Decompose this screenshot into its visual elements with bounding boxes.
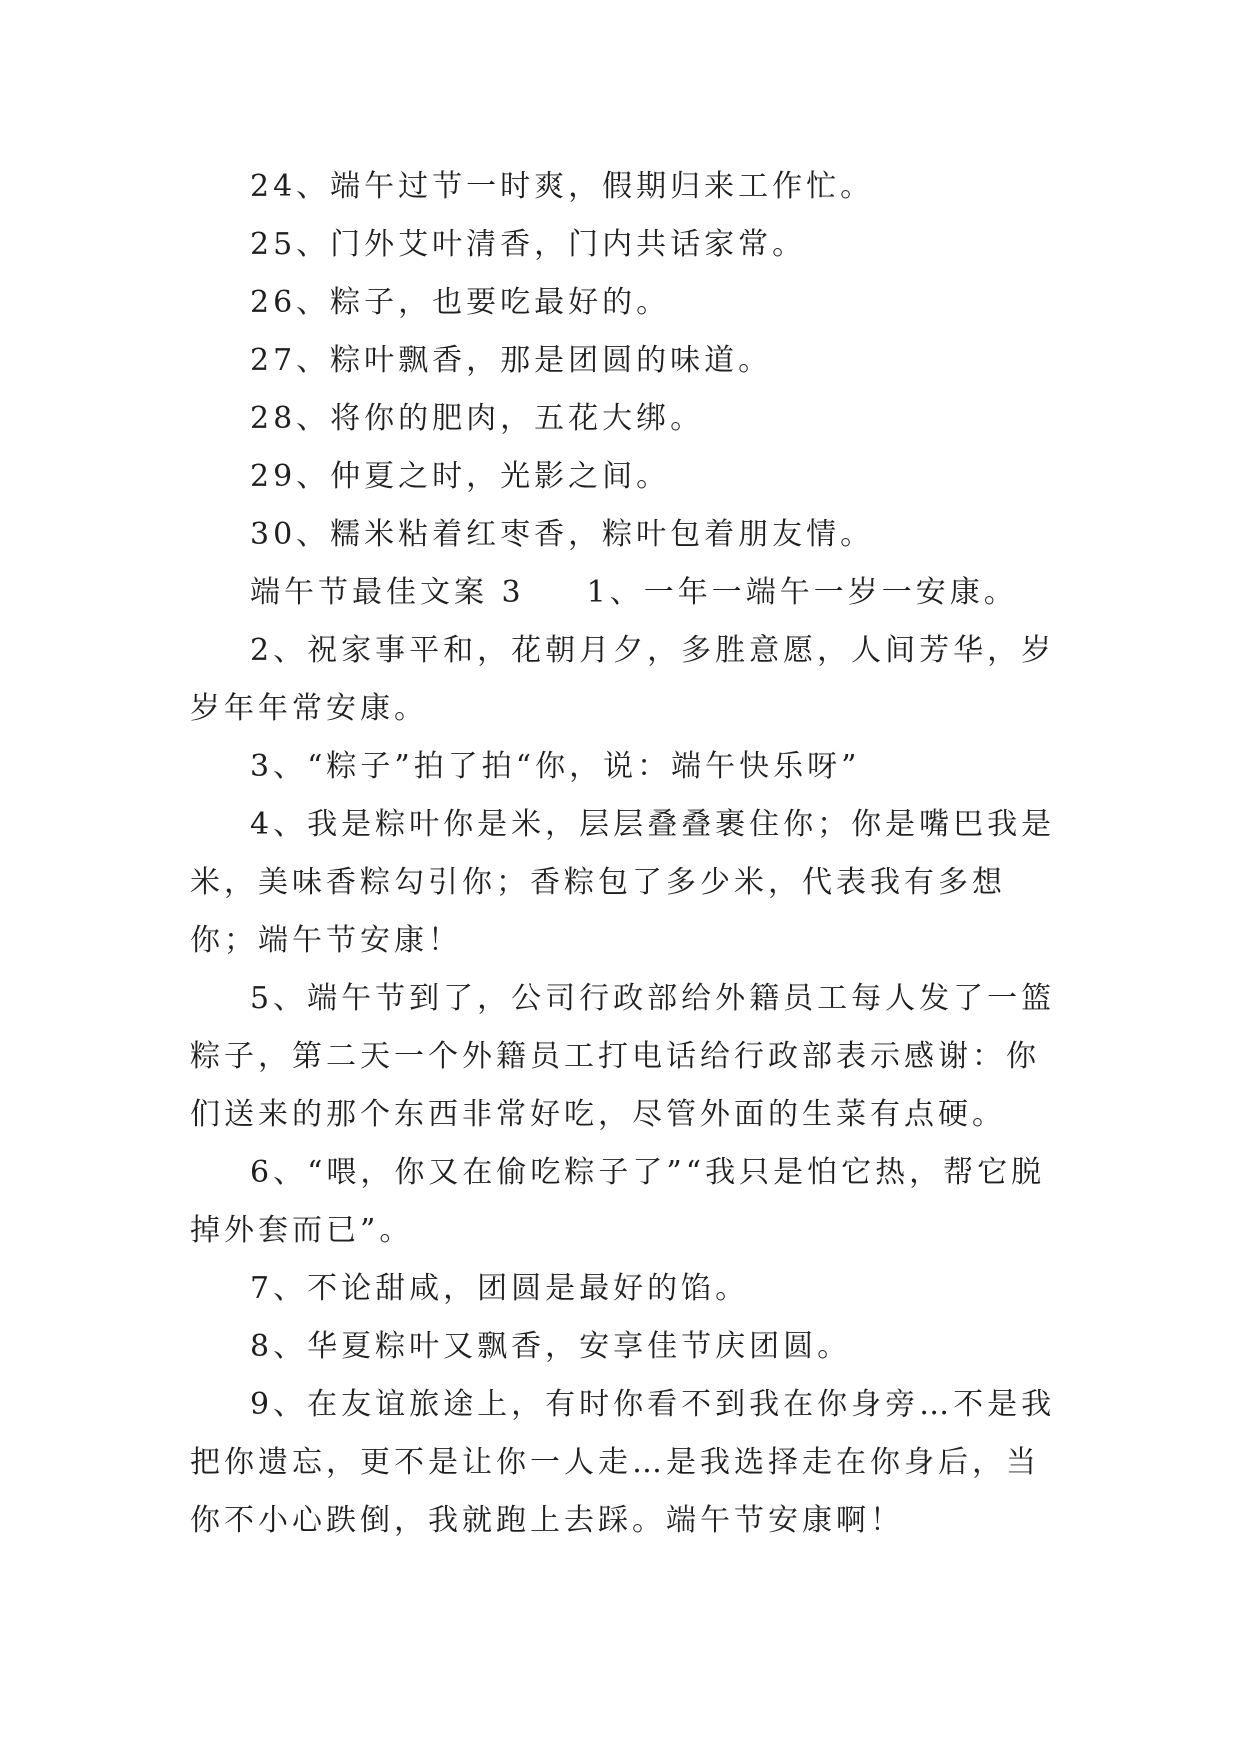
item-2: 2、祝家事平和，花朝月夕，多胜意愿，人间芳华，岁岁年年常安康。 [190, 633, 1056, 726]
section-first-item: 1、一年一端午一岁一安康。 [586, 575, 1018, 610]
paragraph-26: 26、粽子，也要吃最好的。 [250, 285, 671, 320]
paragraph-30: 30、糯米粘着红枣香，粽叶包着朋友情。 [250, 517, 875, 552]
paragraph-27: 27、粽叶飘香，那是团圆的味道。 [250, 343, 773, 378]
item-5: 5、端午节到了，公司行政部给外籍员工每人发了一篮粽子，第二天一个外籍员工打电话给行政部表示感谢：你们送来的那个东西非常好吃，尽管外面的生菜有点硬。 [190, 981, 1056, 1132]
paragraph-25: 25、门外艾叶清香，门内共话家常。 [250, 227, 807, 262]
section-heading: 端午节最佳文案 3 [250, 575, 525, 610]
paragraph-29: 29、仲夏之时，光影之间。 [250, 459, 671, 494]
document-body [190, 158, 1060, 1550]
item-3: 3、“粽子”拍了拍“你，说：端午快乐呀” [250, 749, 861, 784]
paragraph-24: 24、端午过节一时爽，假期归来工作忙。 [250, 169, 875, 204]
paragraph-28: 28、将你的肥肉，五花大绑。 [250, 401, 705, 436]
section-heading-paragraph [190, 564, 1060, 622]
item-7: 7、不论甜咸，团圆是最好的馅。 [250, 1271, 750, 1306]
item-6: 6、“喂，你又在偷吃粽子了”“我只是怕它热，帮它脱掉外套而已”。 [190, 1155, 1046, 1248]
item-8: 8、华夏粽叶又飘香，安享佳节庆团圆。 [250, 1329, 852, 1364]
item-9: 9、在友谊旅途上，有时你看不到我在你身旁…不是我把你遗忘，更不是让你一人走…是我选择走在你身后，当你不小心跌倒，我就跑上去踩。端午节安康啊！ [190, 1387, 1056, 1538]
item-4: 4、我是粽叶你是米，层层叠叠裹住你；你是嘴巴我是米，美味香粽勾引你；香粽包了多少米，代表我有多想你；端午节安康！ [190, 807, 1056, 958]
